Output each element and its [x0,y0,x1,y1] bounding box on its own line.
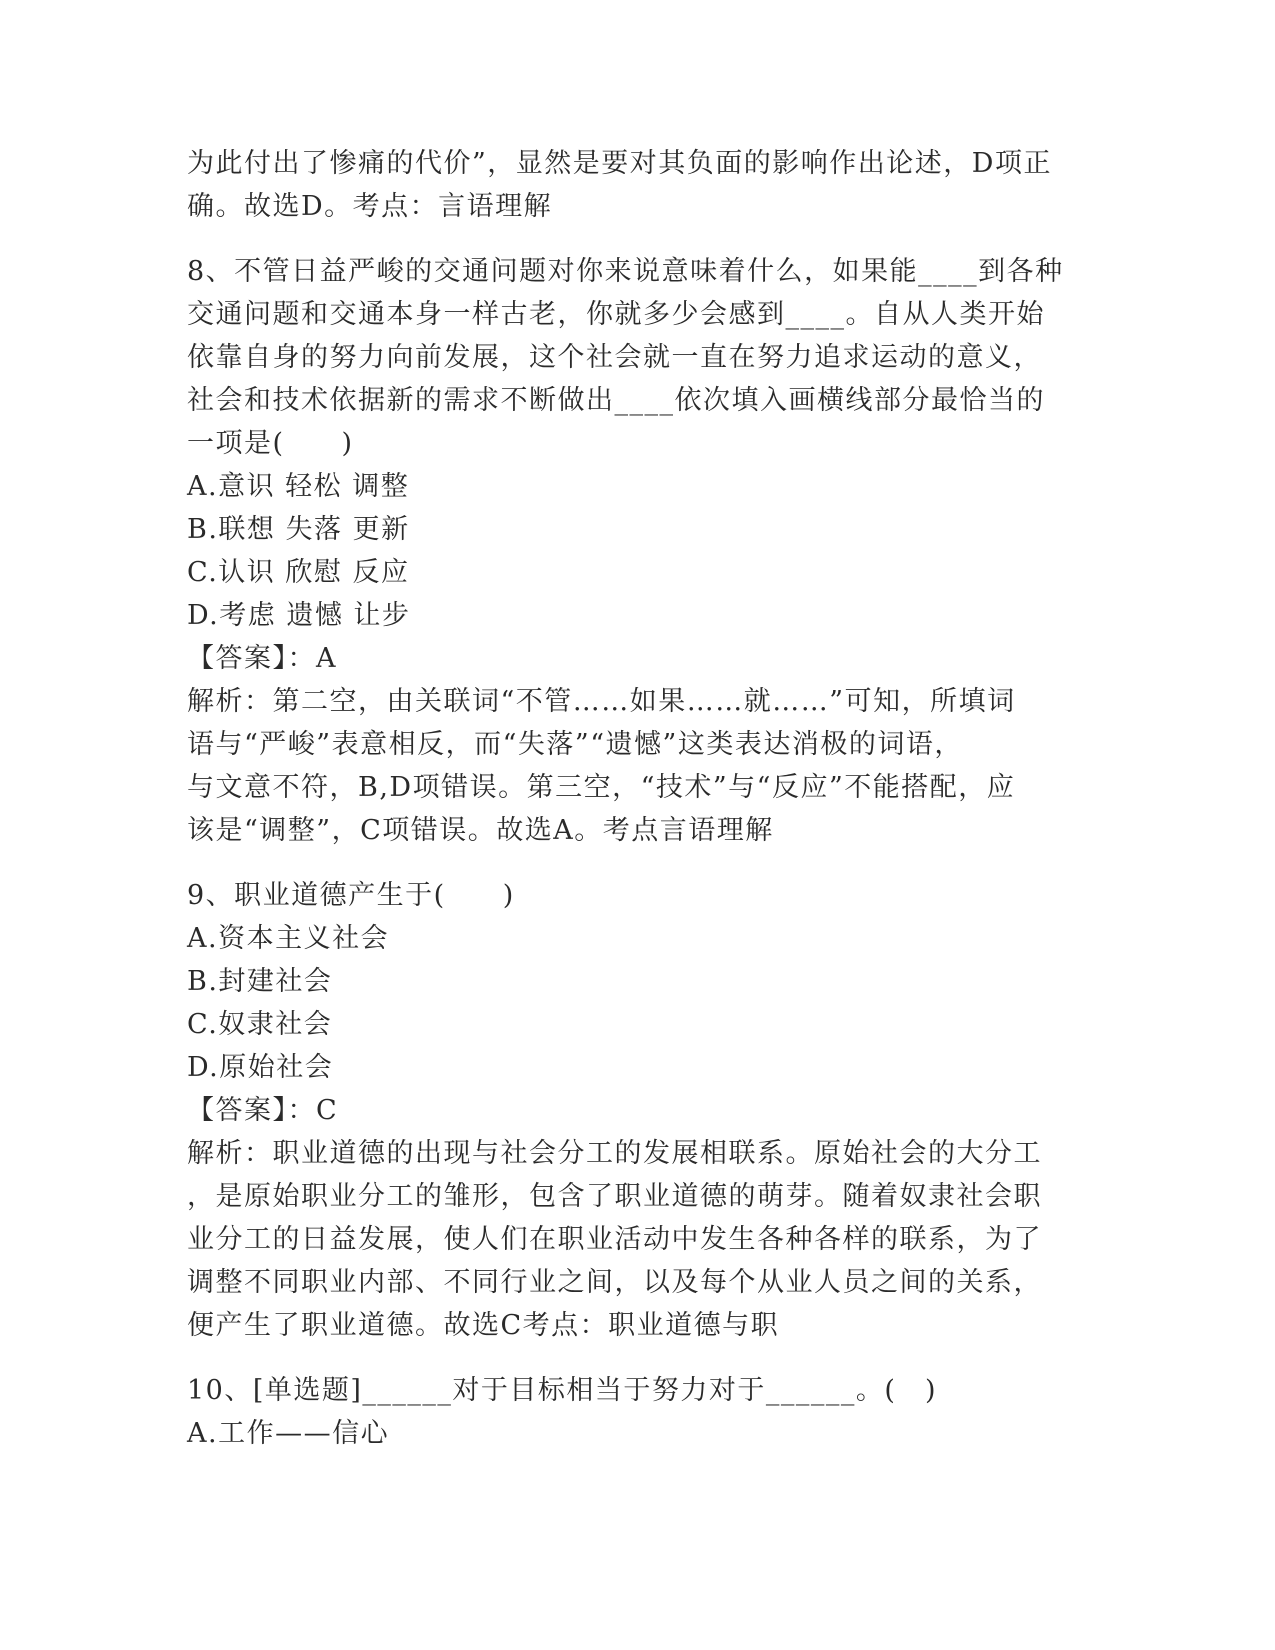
analysis-line: 语与“严峻”表意相反，而“失落”“遗憾”这类表达消极的词语， [187,729,963,760]
analysis-line: 解析：职业道德的出现与社会分工的发展相联系。原始社会的大分工 [187,1138,1042,1169]
question-10 [187,1369,1087,1455]
document-page [187,142,1087,1455]
option-a: A.资本主义社会 [187,923,390,954]
question-stem-line: 10、[单选题]______对于目标相当于努力对于______。( ) [187,1375,937,1406]
analysis-line: 与文意不符，B,D项错误。第三空，“技术”与“反应”不能搭配，应 [187,772,1016,803]
option-a: A.工作——信心 [187,1418,390,1449]
question-stem-line: 交通问题和交通本身一样古老，你就多少会感到____。自从人类开始 [187,299,1045,330]
option-d: D.原始社会 [187,1052,334,1083]
analysis-line: 该是“调整”，C项错误。故选A。考点言语理解 [187,815,774,846]
question-stem-line: 一项是( ) [187,428,354,459]
option-b: B.封建社会 [187,966,333,997]
option-d: D.考虑 遗憾 让步 [187,600,411,631]
analysis-line: 业分工的日益发展，使人们在职业活动中发生各种各样的联系，为了 [187,1224,1042,1255]
question-stem-line: 9、职业道德产生于( ) [187,880,515,911]
analysis-line: ，是原始职业分工的雏形，包含了职业道德的萌芽。随着奴隶社会职 [187,1181,1042,1212]
text-line: 确。故选D。考点：言语理解 [187,191,553,222]
text-line: 为此付出了惨痛的代价”，显然是要对其负面的影响作出论述，D项正 [187,148,1052,179]
analysis-line: 解析：第二空，由关联词“不管……如果……就……”可知，所填词 [187,686,1016,717]
answer-line: 【答案】：C [187,1095,339,1126]
option-c: C.认识 欣慰 反应 [187,557,410,588]
analysis-line: 调整不同职业内部、不同行业之间，以及每个从业人员之间的关系， [187,1267,1042,1298]
question-stem-line: 8、不管日益严峻的交通问题对你来说意味着什么，如果能____到各种 [187,256,1064,287]
option-b: B.联想 失落 更新 [187,514,410,545]
option-c: C.奴隶社会 [187,1009,333,1040]
question-9 [187,874,1087,1347]
analysis-line: 便产生了职业道德。故选C考点：职业道德与职 [187,1310,780,1341]
answer-line: 【答案】：A [187,643,337,674]
previous-analysis-continuation [187,142,1087,228]
question-stem-line: 依靠自身的努力向前发展，这个社会就一直在努力追求运动的意义， [187,342,1042,373]
question-8 [187,250,1087,852]
question-stem-line: 社会和技术依据新的需求不断做出____依次填入画横线部分最恰当的 [187,385,1045,416]
option-a: A.意识 轻松 调整 [187,471,410,502]
